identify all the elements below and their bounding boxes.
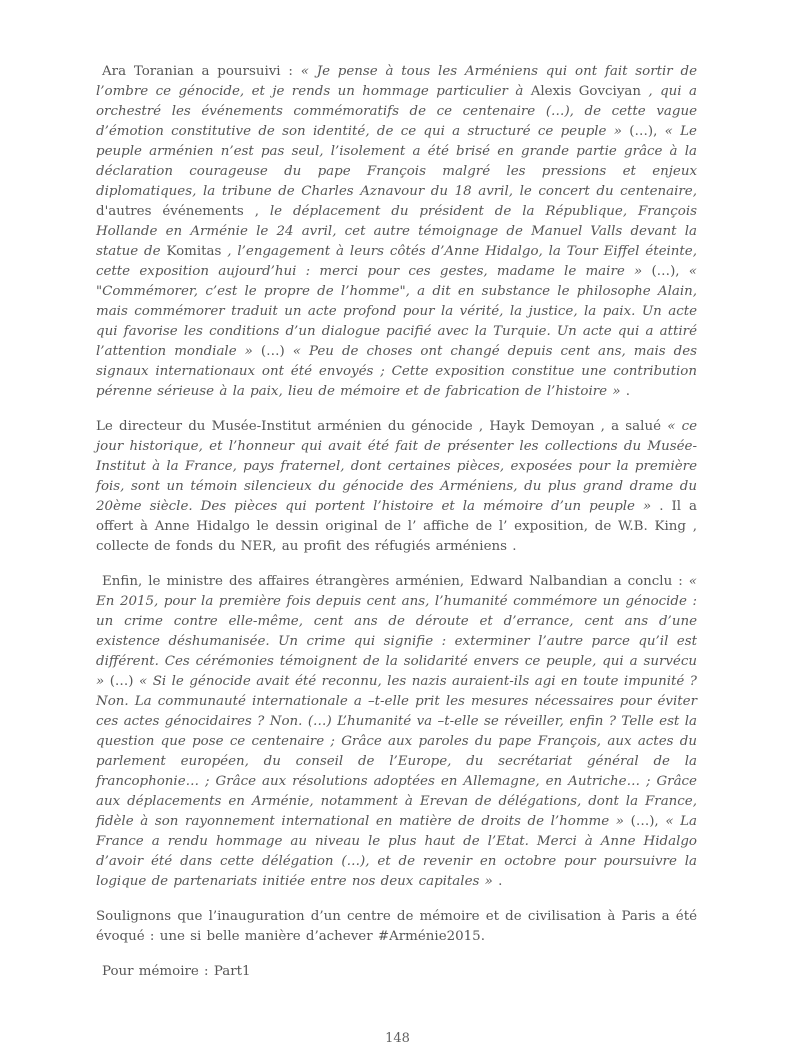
paragraph	[96, 572, 697, 892]
narration-text: .	[625, 384, 631, 399]
narration-text: Pour mémoire : Part1	[102, 964, 251, 979]
quoted-speech-text: , qui a orchestré les événements commémoratifs de ce centenaire (…), de cette vague d’émotion constitutive de son identité, de ce qui a structuré ce peuple »	[96, 84, 697, 139]
quoted-speech-text: « Le peuple arménien n’est pas seul, l’isolement a été brisé en grande partie grâce à la déclaration courageuse du pape François malgré les pressions et enjeux diplomatiques, la tribune de Charles Aznavour du 18 avril, le concert du centenaire,	[96, 124, 697, 199]
quoted-speech-text: « ce jour historique, et l’honneur qui avait été fait de présenter les collections du Musée-Institut à la France, pays fraternel, dont certaines pièces, exposées pour la première fois, sont un témoin silencieux du génocide des Arméniens, du plus grand drame du 20ème siècle. Des pièces qui portent l’histoire et la mémoire d’un peuple »	[96, 419, 697, 514]
narration-text: .	[498, 874, 503, 889]
quoted-speech-text: , l’engagement à leurs côtés d’Anne Hidalgo, la Tour Eiffel éteinte, cette exposition aujourd’hui : merci pour ces gestes, madame le maire »	[96, 244, 697, 279]
narration-text: (…),	[651, 264, 689, 279]
narration-text: (…)	[260, 344, 293, 359]
narration-text: Komitas	[166, 244, 222, 259]
paragraph	[96, 907, 697, 947]
narration-text: d'autres événements ,	[96, 204, 270, 219]
narration-text: Ara Toranian a poursuivi :	[102, 64, 301, 79]
quoted-speech-text: « La France a rendu hommage au niveau le plus haut de l’Etat. Merci à Anne Hidalgo d’avoir été dans cette délégation (…), et de revenir en octobre pour poursuivre la logique de partenariats initiée entre nos deux capitales »	[96, 814, 697, 889]
narration-text: (…)	[109, 674, 140, 689]
quoted-speech-text: le déplacement du président de la République, François Hollande en Arménie le 24 avril, cet autre témoignage de Manuel Valls devant la statue de	[96, 204, 697, 259]
narration-text: Alexis Govciyan	[530, 84, 642, 99]
paragraph	[96, 417, 697, 557]
paragraph	[96, 62, 697, 402]
quoted-speech-text: « Je pense à tous les Arméniens qui ont fait sortir de l’ombre ce génocide, et je rends un hommage particulier à	[96, 64, 697, 99]
quoted-speech-text: « "Commémorer, c’est le propre de l’homme", a dit en substance le philosophe Alain, mais commémorer traduit un acte profond pour la vérité, la justice, la paix. Un acte qui favorise les conditions d’un dialogue pacifié avec la Turquie. Un acte qui a attiré l’attention mondiale »	[96, 264, 697, 359]
narration-text: (…),	[630, 814, 666, 829]
page-number: 148	[385, 1031, 410, 1046]
narration-text: (…),	[629, 124, 665, 139]
quoted-speech-text: « En 2015, pour la première fois depuis cent ans, l’humanité commémore un génocide : un crime contre elle-même, cent ans de déroute et d’errance, cent ans d’une existence déshumanisée. Un crime qui signifie : exterminer l’autre parce qu’il est différent. Ces cérémonies témoignent de la solidarité envers ce peuple, qui a survécu »	[96, 574, 697, 689]
narration-text: Enfin, le ministre des affaires étrangères arménien, Edward Nalbandian a conclu :	[102, 574, 689, 589]
quoted-speech-text: « Peu de choses ont changé depuis cent ans, mais des signaux internationaux ont été envoyés ; Cette exposition constitue une contribution pérenne sérieuse à la paix, lieu de mémoire et de fabrication de l’histoire »	[96, 344, 697, 399]
narration-text: . Il a offert à Anne Hidalgo le dessin original de l’ affiche de l’ exposition, de W.B. King , collecte de fonds du NER, au profit des réfugiés arméniens .	[96, 499, 698, 554]
narration-text: Le directeur du Musée-Institut arménien du génocide , Hayk Demoyan , a salué	[96, 419, 668, 434]
paragraph	[96, 962, 697, 982]
page-content	[96, 62, 697, 997]
quoted-speech-text: « Si le génocide avait été reconnu, les nazis auraient-ils agi en toute impunité ? Non. La communauté internationale a –t-elle prit les mesures nécessaires pour éviter ces actes génocidaires ? Non. (…) L’humanité va –t-elle se réveiller, enfin ? Telle est la question que pose ce centenaire ; Grâce aux paroles du pape François, aux actes du parlement européen, du conseil de l’Europe, du secrétariat général de la francophonie… ; Grâce aux résolutions adoptées en Allemagne, en Autriche… ; Grâce aux déplacements en Arménie, notamment à Erevan de délégations, dont la France, fidèle à son rayonnement international en matière de droits de l’homme »	[96, 674, 697, 829]
narration-text: Soulignons que l’inauguration d’un centre de mémoire et de civilisation à Paris a été évoqué : une si belle manière d’achever #Arménie2015.	[96, 909, 697, 944]
